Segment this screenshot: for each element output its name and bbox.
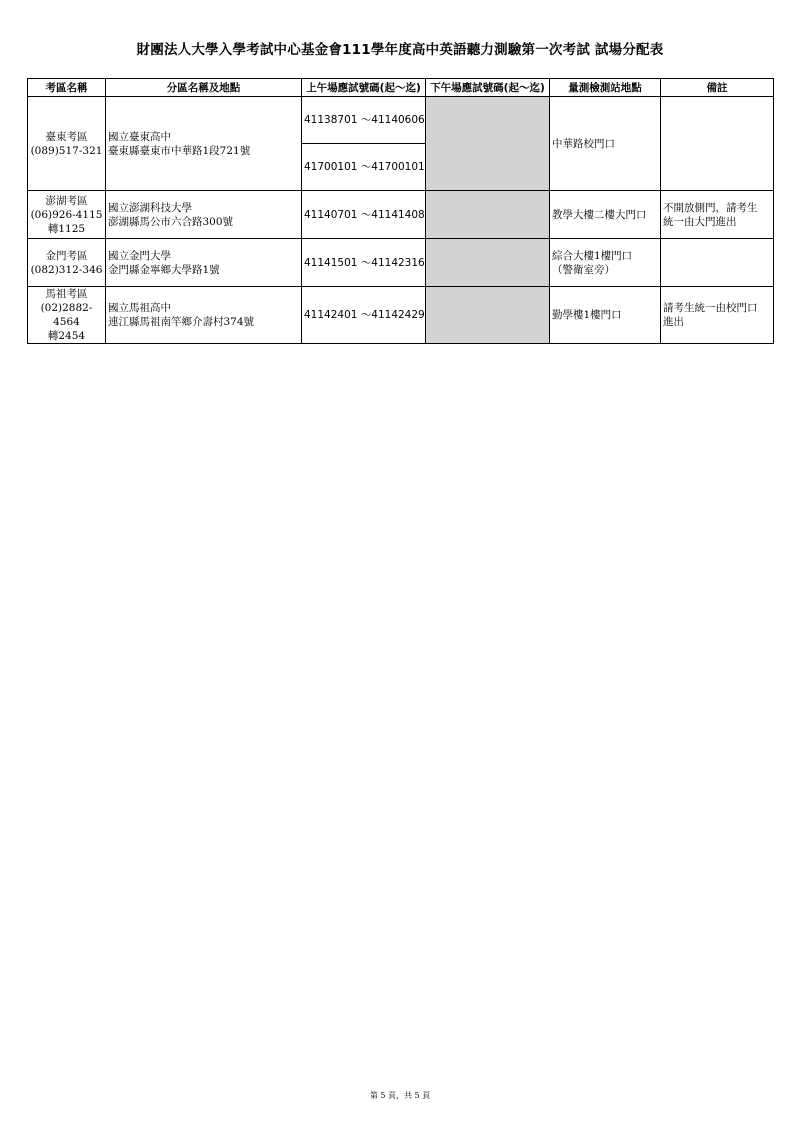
region-ext: 轉1125 (47, 222, 86, 235)
pm-range-empty (426, 239, 550, 287)
region-ext: 轉2454 (47, 330, 86, 342)
region-name: 金門考區 (45, 249, 88, 262)
table-row (28, 191, 774, 239)
pm-range-empty (426, 97, 550, 191)
remarks-text: 統一由大門進出 (663, 215, 737, 228)
table-row (28, 239, 774, 287)
pm-range-empty (426, 287, 550, 344)
table-row (28, 97, 774, 144)
allocation-table (27, 78, 774, 344)
station-cell (550, 191, 661, 239)
site-name: 國立馬祖高中 (108, 302, 171, 314)
site-cell (106, 97, 302, 191)
station-text: 勤學樓1樓門口 (552, 309, 622, 321)
site-cell (106, 239, 302, 287)
site-cell (106, 191, 302, 239)
remarks-cell (661, 191, 774, 239)
header-site: 分區名稱及地點 (106, 79, 302, 97)
page-footer: 第 5 頁，共 5 頁 (369, 1091, 431, 1100)
region-phone: (02)2882-4564 (40, 302, 93, 328)
am-range: 41700101 ～41700101 (302, 144, 426, 191)
site-address: 臺東縣臺東市中華路1段721號 (108, 144, 251, 157)
remarks-cell (661, 239, 774, 287)
remarks-text: 請考生統一由校門口 (663, 302, 758, 314)
remarks-text: 進出 (663, 316, 684, 328)
site-cell (106, 287, 302, 344)
station-cell (550, 97, 661, 191)
site-name: 國立臺東高中 (108, 130, 171, 143)
site-name: 國立金門大學 (108, 249, 171, 262)
remarks-text: 不開放側門，請考生 (663, 201, 758, 214)
remarks-cell (661, 287, 774, 344)
table-row (28, 287, 774, 344)
region-phone: (089)517-321 (30, 144, 103, 157)
site-address: 澎湖縣馬公市六合路300號 (108, 215, 234, 228)
remarks-cell (661, 97, 774, 191)
region-phone: (082)312-346 (30, 263, 103, 276)
header-station: 量測檢測站地點 (550, 79, 661, 97)
header-remarks: 備註 (661, 79, 774, 97)
site-address: 金門縣金寧鄉大學路1號 (108, 263, 220, 276)
page-title: 財團法人大學入學考試中心基金會111學年度高中英語聽力測驗第一次考試 試場分配表 (136, 42, 664, 58)
am-range: 41138701 ～41140606 (302, 97, 426, 144)
pm-range-empty (426, 191, 550, 239)
region-name: 馬祖考區 (45, 288, 88, 300)
station-note: （警衛室旁） (552, 263, 615, 276)
region-name: 澎湖考區 (45, 194, 88, 207)
region-phone: (06)926-4115 (30, 208, 103, 221)
header-pm-range: 下午場應試號碼(起～迄) (426, 79, 550, 97)
region-cell (28, 287, 106, 344)
am-range: 41141501 ～41142316 (302, 239, 426, 287)
region-cell (28, 97, 106, 191)
station-text: 中華路校門口 (552, 137, 615, 150)
site-name: 國立澎湖科技大學 (108, 201, 192, 214)
header-am-range: 上午場應試號碼(起～迄) (302, 79, 426, 97)
header-region: 考區名稱 (28, 79, 106, 97)
region-cell (28, 239, 106, 287)
station-cell (550, 287, 661, 344)
region-name: 臺東考區 (45, 130, 88, 143)
am-range: 41140701 ～41141408 (302, 191, 426, 239)
region-cell (28, 191, 106, 239)
station-text: 綜合大樓1樓門口 (552, 249, 633, 262)
site-address: 連江縣馬祖南竿鄉介壽村374號 (108, 316, 255, 328)
am-range: 41142401 ～41142429 (302, 287, 426, 344)
header-row (28, 79, 774, 97)
station-text: 教學大樓二樓大門口 (552, 208, 647, 221)
station-cell (550, 239, 661, 287)
